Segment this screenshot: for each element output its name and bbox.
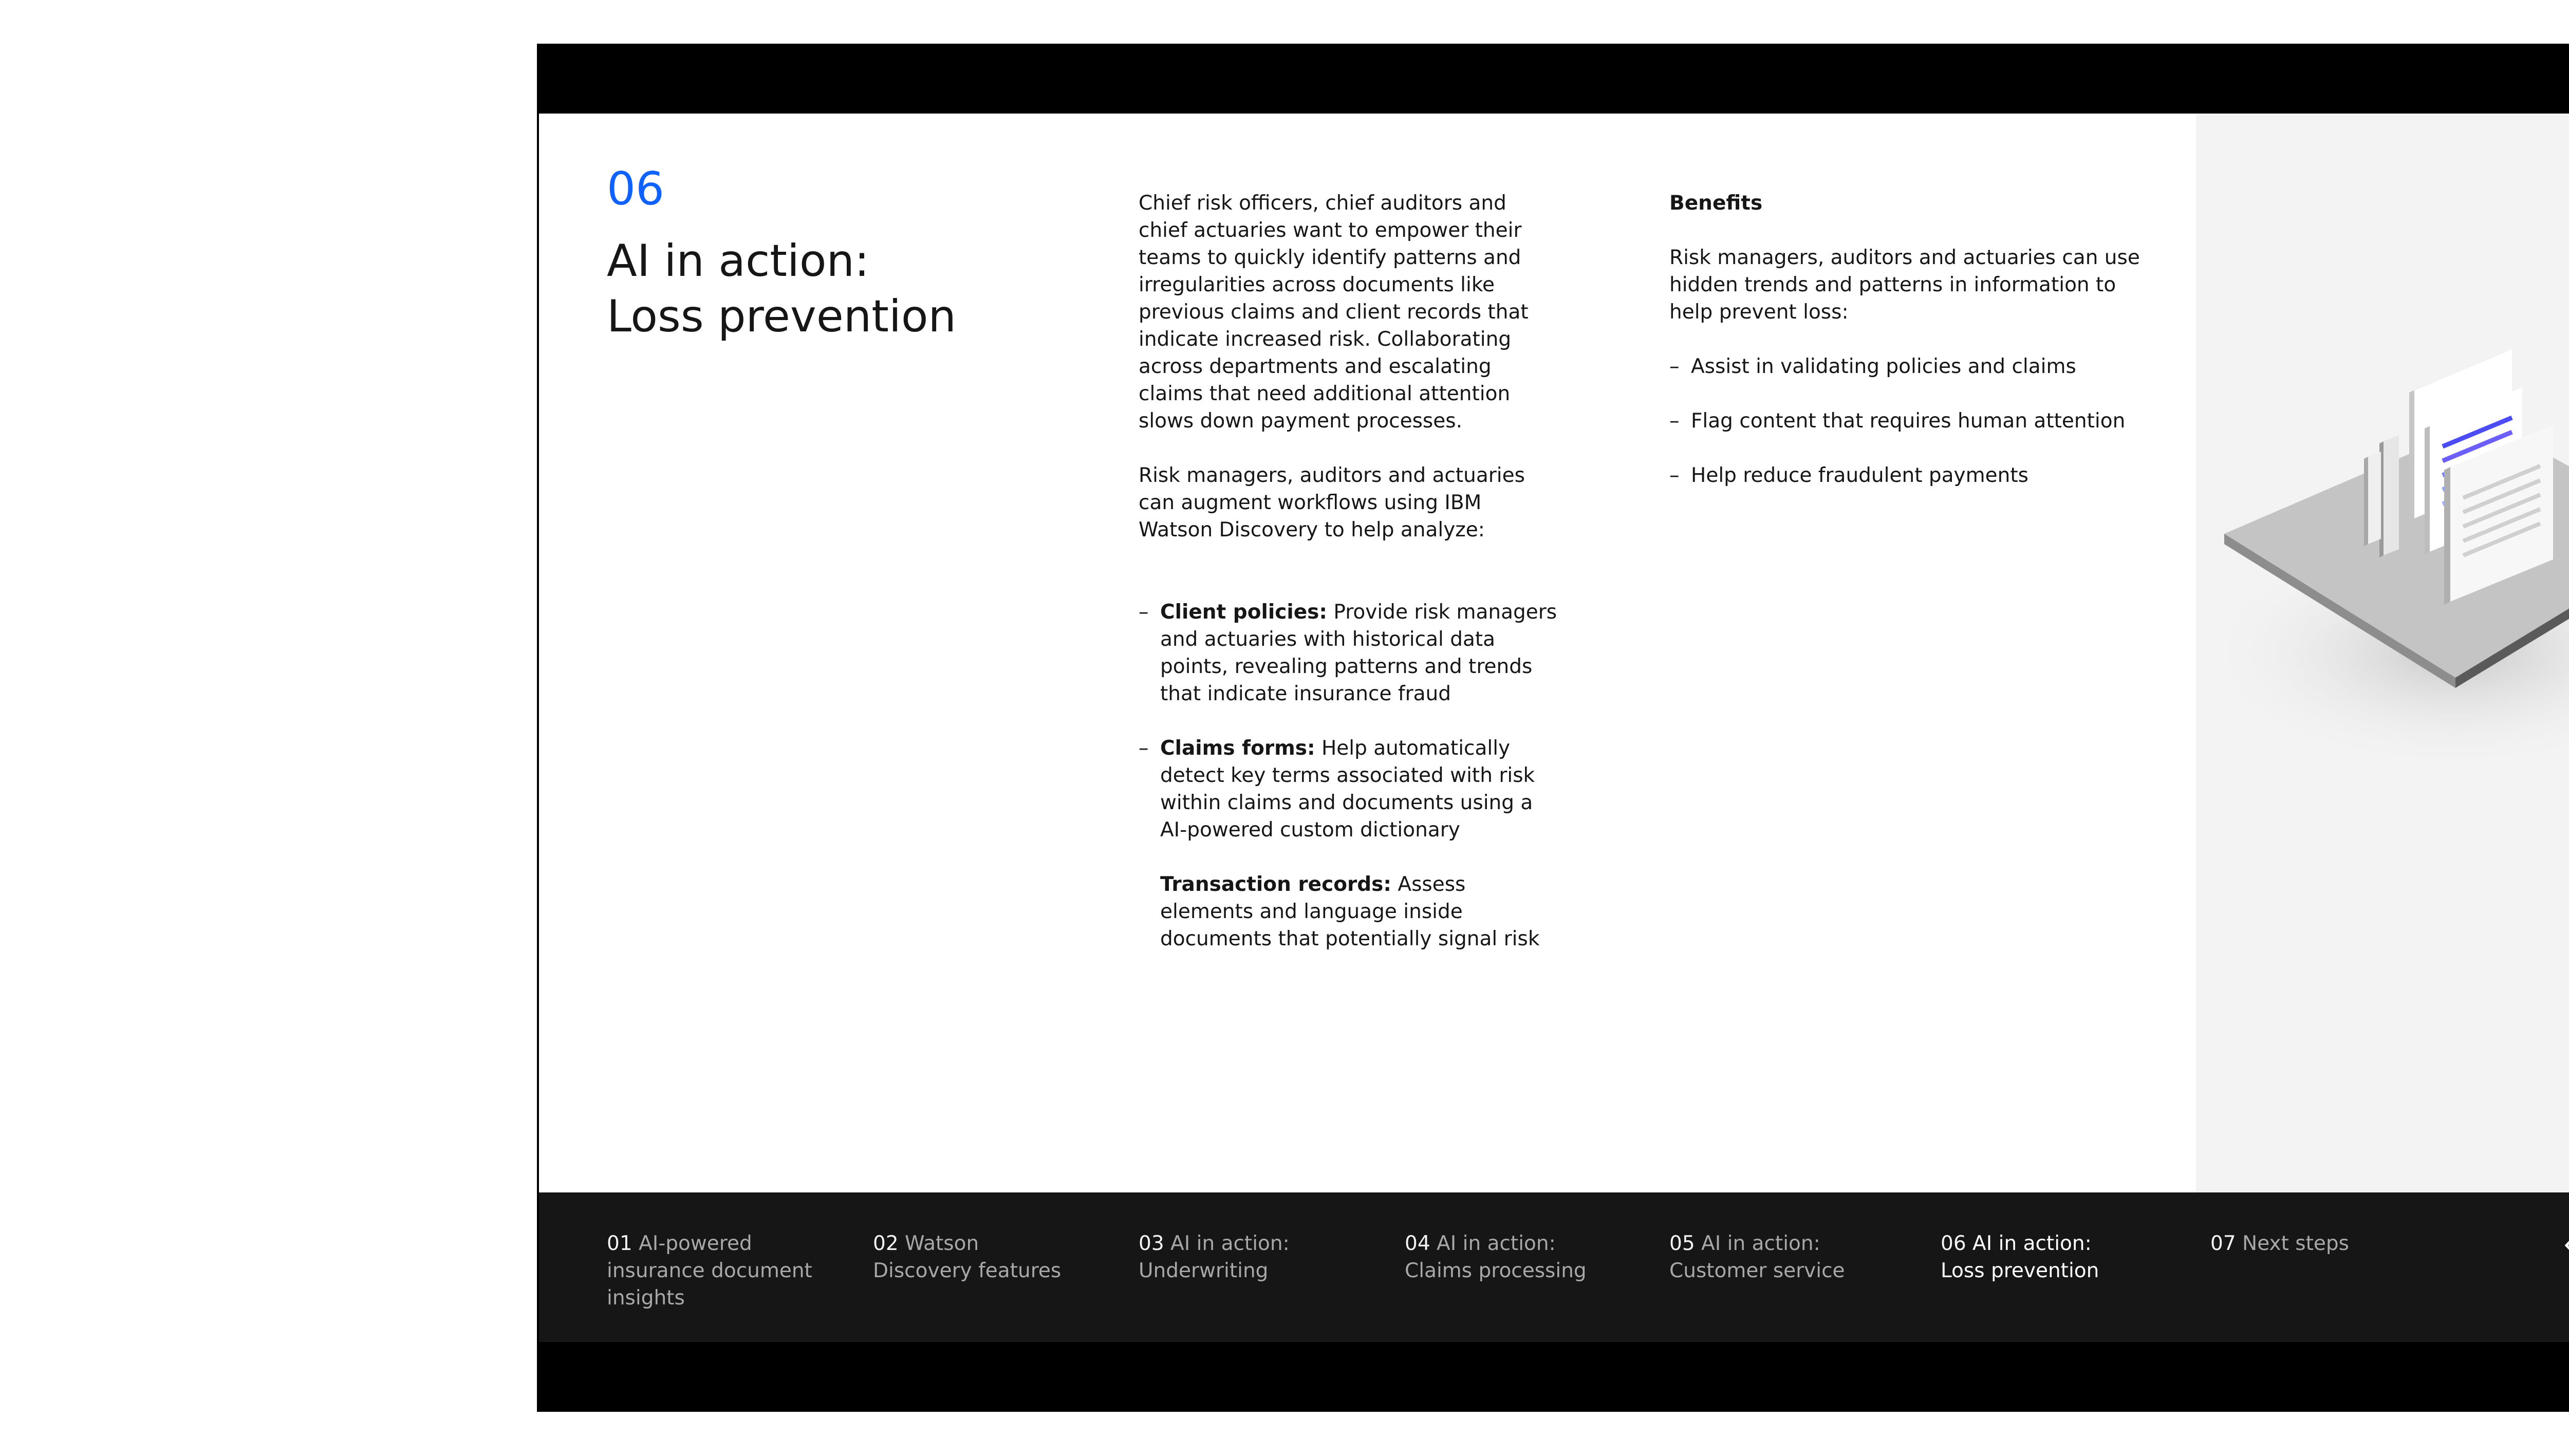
- doc-side-stack: [2364, 435, 2399, 557]
- bullet-label: Claims forms:: [1160, 737, 1315, 760]
- nav-number: 01: [607, 1232, 632, 1255]
- list-item: [1669, 462, 2142, 489]
- nav-item-01[interactable]: [607, 1230, 812, 1312]
- nav-item-06[interactable]: [1941, 1230, 2099, 1284]
- analyze-paragraph: Risk managers, auditors and actuaries can augment workflows using IBM Watson Discovery to help analyze:: [1139, 464, 1525, 542]
- bullet-text: Provide risk managers and actuaries with historical data points, revealing patterns and trends that indicate insurance fraud: [1160, 601, 1557, 705]
- nav-label: Watson: [898, 1232, 979, 1255]
- bullet-dash: –: [1139, 737, 1149, 760]
- nav-label: AI-powered: [632, 1232, 752, 1255]
- nav-item-04[interactable]: [1405, 1230, 1587, 1284]
- document-stack-isometric-icon: [2214, 272, 2569, 786]
- section-number: 06: [607, 162, 664, 215]
- nav-item-02[interactable]: [873, 1230, 1061, 1284]
- title-line-2: Loss prevention: [607, 291, 956, 342]
- benefits-list: [1669, 353, 2142, 489]
- bullet-text: Assess elements and language inside documents that potentially signal risk: [1160, 873, 1540, 950]
- nav-number: 06: [1941, 1232, 1966, 1255]
- nav-label: AI in action:: [1695, 1232, 1820, 1255]
- nav-label: Discovery features: [873, 1259, 1062, 1282]
- nav-label: insights: [607, 1286, 685, 1310]
- page-title: [607, 233, 956, 344]
- nav-label: Loss prevention: [1941, 1259, 2099, 1282]
- list-item: [1669, 353, 2142, 380]
- list-item: [1139, 735, 1560, 844]
- nav-number: 07: [2210, 1232, 2236, 1255]
- nav-label: insurance document: [607, 1259, 812, 1282]
- title-line-1: AI in action:: [607, 235, 869, 287]
- nav-number: 05: [1669, 1232, 1695, 1255]
- bullet-dash: –: [1669, 355, 1680, 378]
- page-frame: [537, 44, 2569, 1412]
- nav-number: 04: [1405, 1232, 1430, 1255]
- bullet-dash: –: [1139, 601, 1149, 624]
- analyze-list: [1139, 599, 1560, 953]
- nav-number: 03: [1139, 1232, 1164, 1255]
- nav-item-05[interactable]: [1669, 1230, 1845, 1284]
- nav-label: Next steps: [2236, 1232, 2349, 1255]
- benefit-text: Assist in validating policies and claims: [1691, 355, 2076, 378]
- benefit-text: Help reduce fraudulent payments: [1691, 464, 2028, 487]
- benefit-text: Flag content that requires human attention: [1691, 409, 2126, 433]
- nav-label: AI in action:: [1430, 1232, 1556, 1255]
- bullet-label: Client policies:: [1160, 601, 1327, 624]
- nav-label: AI in action:: [1164, 1232, 1290, 1255]
- content-column-2: [1669, 190, 2142, 516]
- chevron-left-icon[interactable]: [2558, 1230, 2569, 1261]
- nav-label: Customer service: [1669, 1259, 1845, 1282]
- pager: [2558, 1227, 2569, 1263]
- intro-paragraph: Chief risk officers, chief auditors and chief actuaries want to empower their teams to quickly identify patterns and irregularities across documents like previous claims and client records that indicate increased risk. Collaborating across departments and escalating claims that need additional attention slows down payment processes.: [1139, 192, 1529, 433]
- list-item: [1669, 407, 2142, 435]
- list-item: [1139, 871, 1560, 953]
- nav-item-07[interactable]: [2210, 1230, 2349, 1257]
- benefits-heading: Benefits: [1669, 192, 1763, 215]
- bullet-dash: –: [1669, 464, 1680, 487]
- bullet-label: Transaction records:: [1160, 873, 1391, 896]
- nav-label: Claims processing: [1405, 1259, 1587, 1282]
- content-column-1: [1139, 190, 1560, 980]
- benefits-intro: Risk managers, auditors and actuaries can use hidden trends and patterns in information to help prevent loss:: [1669, 246, 2140, 324]
- nav-label: AI in action:: [1966, 1232, 2092, 1255]
- top-black-bar: [539, 46, 2569, 114]
- list-item: [1139, 599, 1560, 707]
- nav-label: Underwriting: [1139, 1259, 1269, 1282]
- nav-item-03[interactable]: [1139, 1230, 1290, 1284]
- bottom-black-bar: [539, 1342, 2569, 1410]
- bullet-text: Help automatically detect key terms associated with risk within claims and documents using a AI-powered custom dictionary: [1160, 737, 1535, 842]
- bullet-dash: –: [1669, 409, 1680, 433]
- nav-number: 02: [873, 1232, 899, 1255]
